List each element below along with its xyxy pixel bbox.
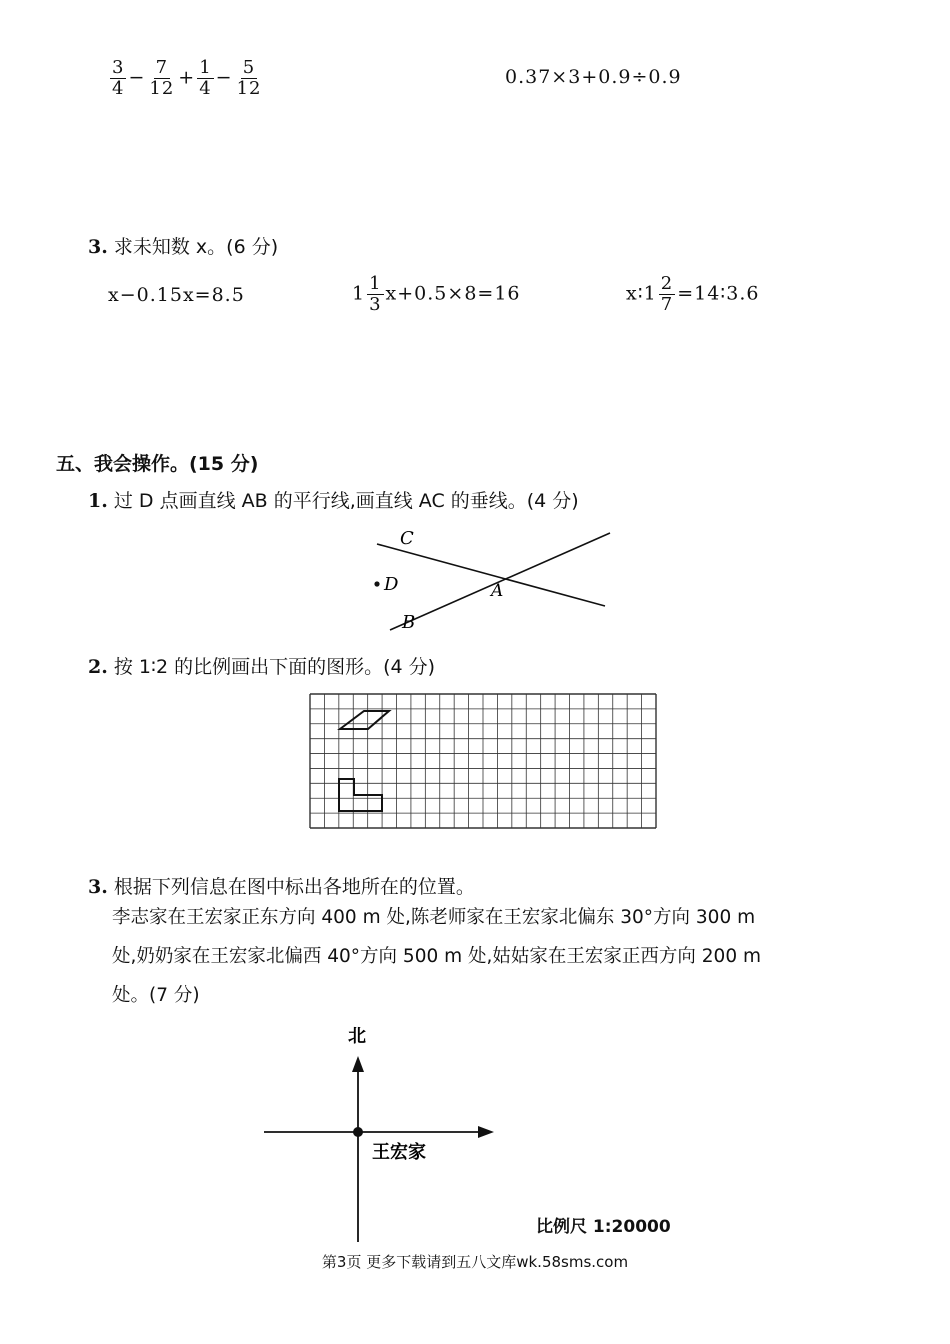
equation-3: x∶1 $\frac{2}{7}$ =14∶3.6 — [626, 273, 760, 315]
operation-q1-title: 1. 过 D 点画直线 AB 的平行线,画直线 AC 的垂线。(4 分) — [88, 490, 579, 512]
parallelogram-shape — [340, 711, 389, 729]
q3-description — [112, 898, 761, 1015]
origin-label: 王宏家 — [372, 1142, 426, 1163]
equation-2: 1 $\frac{1}{3}$ x+0.5×8=16 — [352, 273, 521, 315]
label-a: A — [491, 581, 504, 601]
label-d: D — [384, 574, 399, 595]
operator: − — [128, 66, 146, 89]
l-shape — [339, 779, 382, 811]
operator: − — [215, 66, 233, 89]
fraction: $\frac{2}{7}$ — [660, 273, 674, 315]
grid-paper — [309, 693, 657, 829]
lines-diagram — [360, 522, 630, 637]
north-label: 北 — [348, 1026, 366, 1047]
expression-decimal: 0.37×3+0.9÷0.9 — [505, 66, 682, 88]
fraction: $\frac{1}{3}$ — [369, 273, 382, 315]
scale-label: 比例尺 1:20000 — [536, 1217, 671, 1237]
north-arrow-icon — [352, 1056, 364, 1072]
description-line: 处。(7 分) — [112, 985, 200, 1006]
operation-q3-title: 3. 根据下列信息在图中标出各地所在的位置。 — [88, 876, 475, 898]
direction-diagram — [258, 1018, 508, 1244]
expression-fractions — [108, 58, 265, 99]
fraction: $\frac{1}{4}$ — [199, 57, 212, 99]
section-5-heading: 五、我会操作。(15 分) — [56, 453, 259, 475]
label-c: C — [400, 528, 414, 549]
equation-1: x−0.15x=8.5 — [108, 284, 245, 306]
operator: + — [178, 66, 196, 89]
fraction: $\frac{7}{12}$ — [149, 57, 175, 99]
description-line: 李志家在王宏家正东方向 400 m 处,陈老师家在王宏家北偏东 30°方向 300 m — [112, 907, 756, 928]
east-arrow-icon — [478, 1126, 494, 1138]
fraction: $\frac{5}{12}$ — [236, 57, 262, 99]
page-footer: 第3页 更多下载请到五八文库wk.58sms.com — [321, 1253, 629, 1271]
grid-lines — [310, 694, 656, 828]
point-d — [374, 581, 379, 586]
question-3-title: 3. 求未知数 x。(6 分) — [88, 236, 279, 258]
label-b: B — [402, 612, 416, 633]
origin-point — [353, 1127, 363, 1137]
description-line: 处,奶奶家在王宏家北偏西 40°方向 500 m 处,姑姑家在王宏家正西方向 200 m — [112, 946, 762, 967]
fraction: $\frac{3}{4}$ — [112, 57, 125, 99]
operation-q2-title: 2. 按 1∶2 的比例画出下面的图形。(4 分) — [88, 656, 436, 678]
